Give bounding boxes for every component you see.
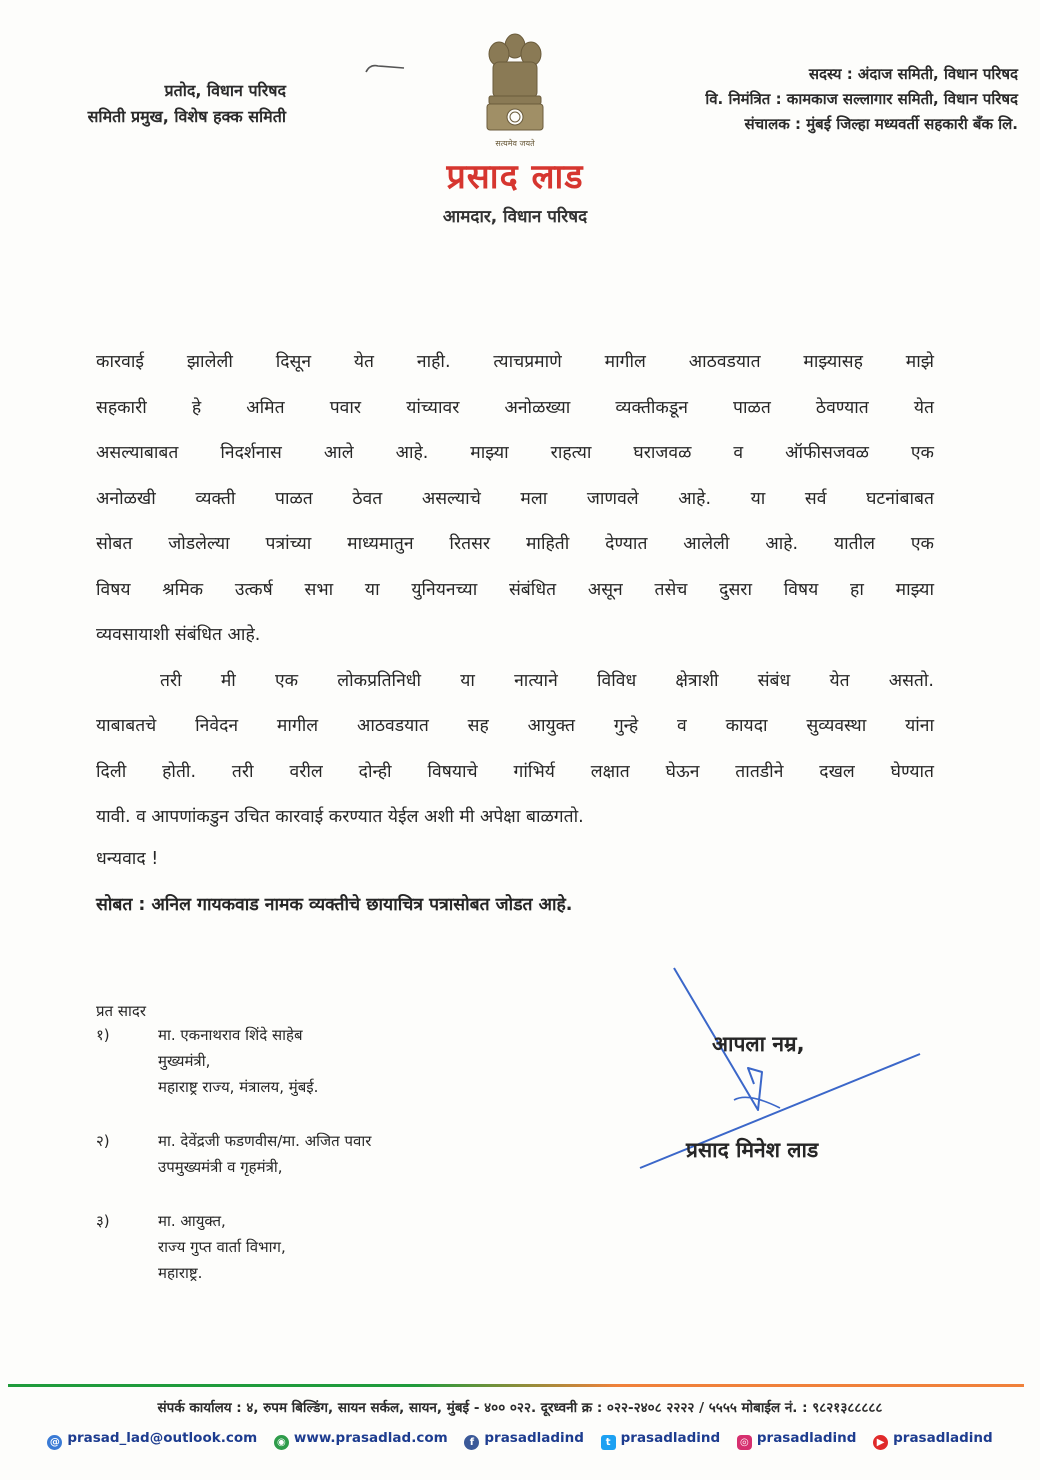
- header-left-line: समिती प्रमुख, विशेष हक्क समिती: [87, 107, 286, 126]
- header-left-titles: [24, 78, 286, 130]
- footer-email-link[interactable]: @ prasad_lad@outlook.com: [47, 1430, 257, 1446]
- twitter-icon: t: [601, 1435, 616, 1450]
- body-line: कारवाई झालेली दिसून येत नाही. त्याचप्रमाणे मागील आठवडयात माझ्यासह माझे: [96, 352, 934, 372]
- body-line: सहकारी हे अमित पवार यांच्यावर अनोळख्या व्यक्तीकडून पाळत ठेवण्यात येत: [96, 397, 934, 418]
- copy-item: [96, 1128, 371, 1180]
- body-line: अनोळखी व्यक्ती पाळत ठेवत असल्याचे मला जाणवले आहे. या सर्व घटनांबाबत: [96, 488, 934, 509]
- attachment-note: सोबत : अनिल गायकवाड नामक व्यक्तीचे छायाचित्र पत्रासोबत जोडत आहे.: [96, 895, 573, 915]
- copy-line: मा. एकनाथराव शिंदे साहेब: [158, 1026, 303, 1044]
- footer-twitter-link[interactable]: t prasadladind: [601, 1430, 721, 1446]
- body-line: यावी. व आपणांकडुन उचित कारवाई करण्यात येईल अशी मी अपेक्षा बाळगतो.: [96, 807, 584, 827]
- footer-facebook-link[interactable]: f prasadladind: [464, 1430, 584, 1446]
- copies-heading: प्रत सादर: [96, 1002, 146, 1020]
- copy-line: महाराष्ट्र.: [158, 1264, 203, 1282]
- header-right-line: संचालक : मुंबई जिल्हा मध्यवर्ती सहकारी बँक लि.: [744, 115, 1018, 133]
- footer-youtube-link[interactable]: ▶ prasadladind: [873, 1430, 993, 1446]
- body-line: सोबत जोडलेल्या पत्रांच्या माध्यमातुन रितसर माहिती देण्यात आलेली आहे. यातील एक: [96, 534, 934, 554]
- youtube-icon: ▶: [873, 1435, 888, 1450]
- copy-line: राज्य गुप्त वार्ता विभाग,: [158, 1238, 286, 1256]
- copy-line: मा. आयुक्त,: [158, 1212, 226, 1230]
- svg-text:सत्यमेव जयते: सत्यमेव जयते: [495, 139, 535, 148]
- body-line: दिली होती. तरी वरील दोन्ही विषयाचे गांभिर्य लक्षात घेऊन तातडीने दखल घेण्यात: [96, 761, 934, 782]
- header-left-line: प्रतोद, विधान परिषद: [164, 81, 286, 100]
- facebook-icon: f: [464, 1435, 479, 1450]
- letter-body: [96, 340, 934, 841]
- email-icon: @: [47, 1435, 62, 1450]
- letterhead-name: प्रसाद लाड: [446, 157, 584, 197]
- footer-website-link[interactable]: ◉ www.prasadlad.com: [274, 1430, 448, 1446]
- state-emblem-icon: [475, 28, 555, 156]
- signature-name: प्रसाद मिनेश लाड: [686, 1138, 819, 1162]
- body-line: असल्याबाबत निदर्शनास आले आहे. माझ्या राहत्या घराजवळ व ऑफीसजवळ एक: [96, 443, 934, 463]
- footer-instagram-link[interactable]: ◎ prasadladind: [737, 1430, 857, 1446]
- pen-mark: [364, 62, 408, 76]
- instagram-icon: ◎: [737, 1435, 752, 1450]
- body-line: याबाबतचे निवेदन मागील आठवडयात सह आयुक्त गुन्हे व कायदा सुव्यवस्था यांना: [96, 716, 934, 736]
- header-right-titles: [705, 62, 1018, 137]
- copy-line: महाराष्ट्र राज्य, मंत्रालय, मुंबई.: [158, 1078, 319, 1096]
- footer-links: [0, 1430, 1040, 1450]
- copy-number: २): [96, 1132, 110, 1150]
- signature-closing: आपला नम्र,: [712, 1032, 805, 1056]
- header-right-line: वि. निमंत्रित : कामकाज सल्लागार समिती, विधान परिषद: [705, 90, 1018, 108]
- thanks-text: धन्यवाद !: [96, 849, 159, 869]
- copy-number: ३): [96, 1212, 110, 1230]
- body-line: विषय श्रमिक उत्कर्ष सभा या युनियनच्या संबंधित असून तसेच दुसरा विषय हा माझ्या: [96, 579, 934, 600]
- body-line: व्यवसायाशी संबंधित आहे.: [96, 625, 261, 645]
- footer-address: संपर्क कार्यालय : ४, रुपम बिल्डिंग, सायन सर्कल, सायन, मुंबई - ४०० ०२२. दूरध्वनी क्र : ०२२-२४०८ २२२२ / ५५५५ मोबाईल नं. : ९८२१३८८८८८: [157, 1400, 883, 1416]
- header-right-line: सदस्य : अंदाज समिती, विधान परिषद: [808, 65, 1018, 83]
- globe-icon: ◉: [274, 1435, 289, 1450]
- copy-line: मा. देवेंद्रजी फडणवीस/मा. अजित पवार: [158, 1132, 372, 1150]
- copy-number: १): [96, 1026, 110, 1044]
- copies-list: [96, 1022, 371, 1314]
- footer-divider: [8, 1384, 1024, 1387]
- copy-line: मुख्यमंत्री,: [158, 1052, 211, 1070]
- copy-item: [96, 1022, 371, 1100]
- copy-line: उपमुख्यमंत्री व गृहमंत्री,: [158, 1158, 283, 1176]
- copy-item: [96, 1208, 371, 1286]
- letterhead-subtitle: आमदार, विधान परिषद: [442, 207, 588, 227]
- body-line: तरी मी एक लोकप्रतिनिधी या नात्याने विविध क्षेत्राशी संबंध येत असतो.: [160, 670, 934, 691]
